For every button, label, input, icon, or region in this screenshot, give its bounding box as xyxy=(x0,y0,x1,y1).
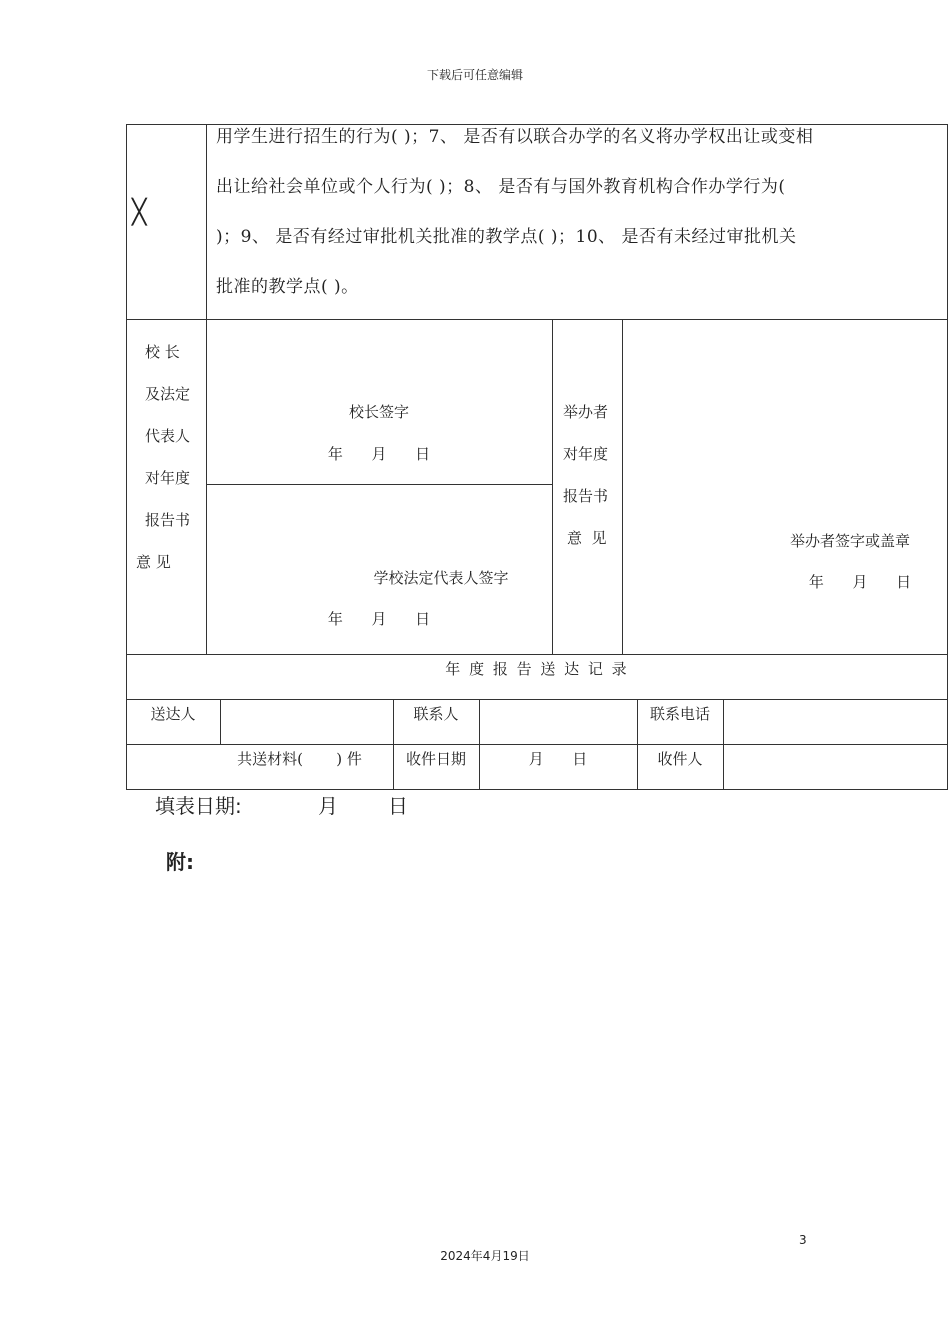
table-divider xyxy=(552,319,553,654)
table-divider xyxy=(126,319,948,320)
table-divider xyxy=(622,319,623,654)
sponsor-signature-date: 年 月 日 xyxy=(808,573,912,591)
table-divider xyxy=(220,699,221,744)
sender-label: 送达人 xyxy=(150,705,196,723)
principal-signature-label: 校长签字 xyxy=(348,403,409,421)
table-divider xyxy=(126,654,948,655)
sponsor-label-line: 报告书 xyxy=(563,487,609,505)
sponsor-label-line: 举办者 xyxy=(563,403,609,421)
legal-rep-signature-date: 年 月 日 xyxy=(327,610,431,628)
cross-mark: ╳ xyxy=(132,198,147,226)
contact-label: 联系人 xyxy=(413,705,459,723)
table-right-border xyxy=(947,124,948,789)
opinion-label-line: 代表人 xyxy=(145,427,191,445)
sponsor-label-line: 意 见 xyxy=(567,529,607,547)
table-divider xyxy=(126,744,948,745)
table-bottom-border xyxy=(126,789,948,790)
paragraph-line: )；9、 是否有经过审批机关批准的教学点( )；10、 是否有未经过审批机关 xyxy=(216,227,797,247)
table-left-border xyxy=(126,124,127,789)
phone-label: 联系电话 xyxy=(649,705,710,723)
receive-date-label: 收件日期 xyxy=(405,750,466,768)
opinion-label-line: 意 见 xyxy=(136,553,171,571)
delivery-title: 年 度 报 告 送 达 记 录 xyxy=(445,660,629,678)
opinion-label-line: 及法定 xyxy=(145,385,191,403)
footer-date: 2024年4月19日 xyxy=(440,1249,530,1263)
table-divider xyxy=(206,484,552,485)
receiver-label: 收件人 xyxy=(657,750,703,768)
receive-date-value: 月 日 xyxy=(528,750,588,768)
table-divider xyxy=(206,124,207,654)
header-note: 下载后可任意编辑 xyxy=(426,68,523,82)
fill-date-label: 填表日期: xyxy=(155,794,242,818)
paragraph-line: 出让给社会单位或个人行为( )；8、 是否有与国外教育机构合作办学行为( xyxy=(216,177,786,197)
principal-signature-date: 年 月 日 xyxy=(327,445,431,463)
opinion-label-line: 校 长 xyxy=(145,343,180,361)
table-divider xyxy=(479,699,480,789)
sponsor-label-line: 对年度 xyxy=(563,445,609,463)
opinion-label-line: 报告书 xyxy=(145,511,191,529)
opinion-label-line: 对年度 xyxy=(145,469,191,487)
table-divider xyxy=(723,699,724,789)
fill-date-month: 月 xyxy=(318,794,338,818)
paragraph-line: 用学生进行招生的行为( )；7、 是否有以联合办学的名义将办学权出让或变相 xyxy=(216,127,814,147)
fill-date-day: 日 xyxy=(388,794,408,818)
materials-count-label: 共送材料( ) 件 xyxy=(237,750,362,768)
sponsor-signature-label: 举办者签字或盖章 xyxy=(789,532,910,550)
legal-rep-signature-label: 学校法定代表人签字 xyxy=(373,569,509,587)
paragraph-line: 批准的教学点( )。 xyxy=(216,277,359,297)
annex-label: 附: xyxy=(166,850,194,874)
page-number: 3 xyxy=(799,1233,807,1247)
table-divider xyxy=(126,699,948,700)
